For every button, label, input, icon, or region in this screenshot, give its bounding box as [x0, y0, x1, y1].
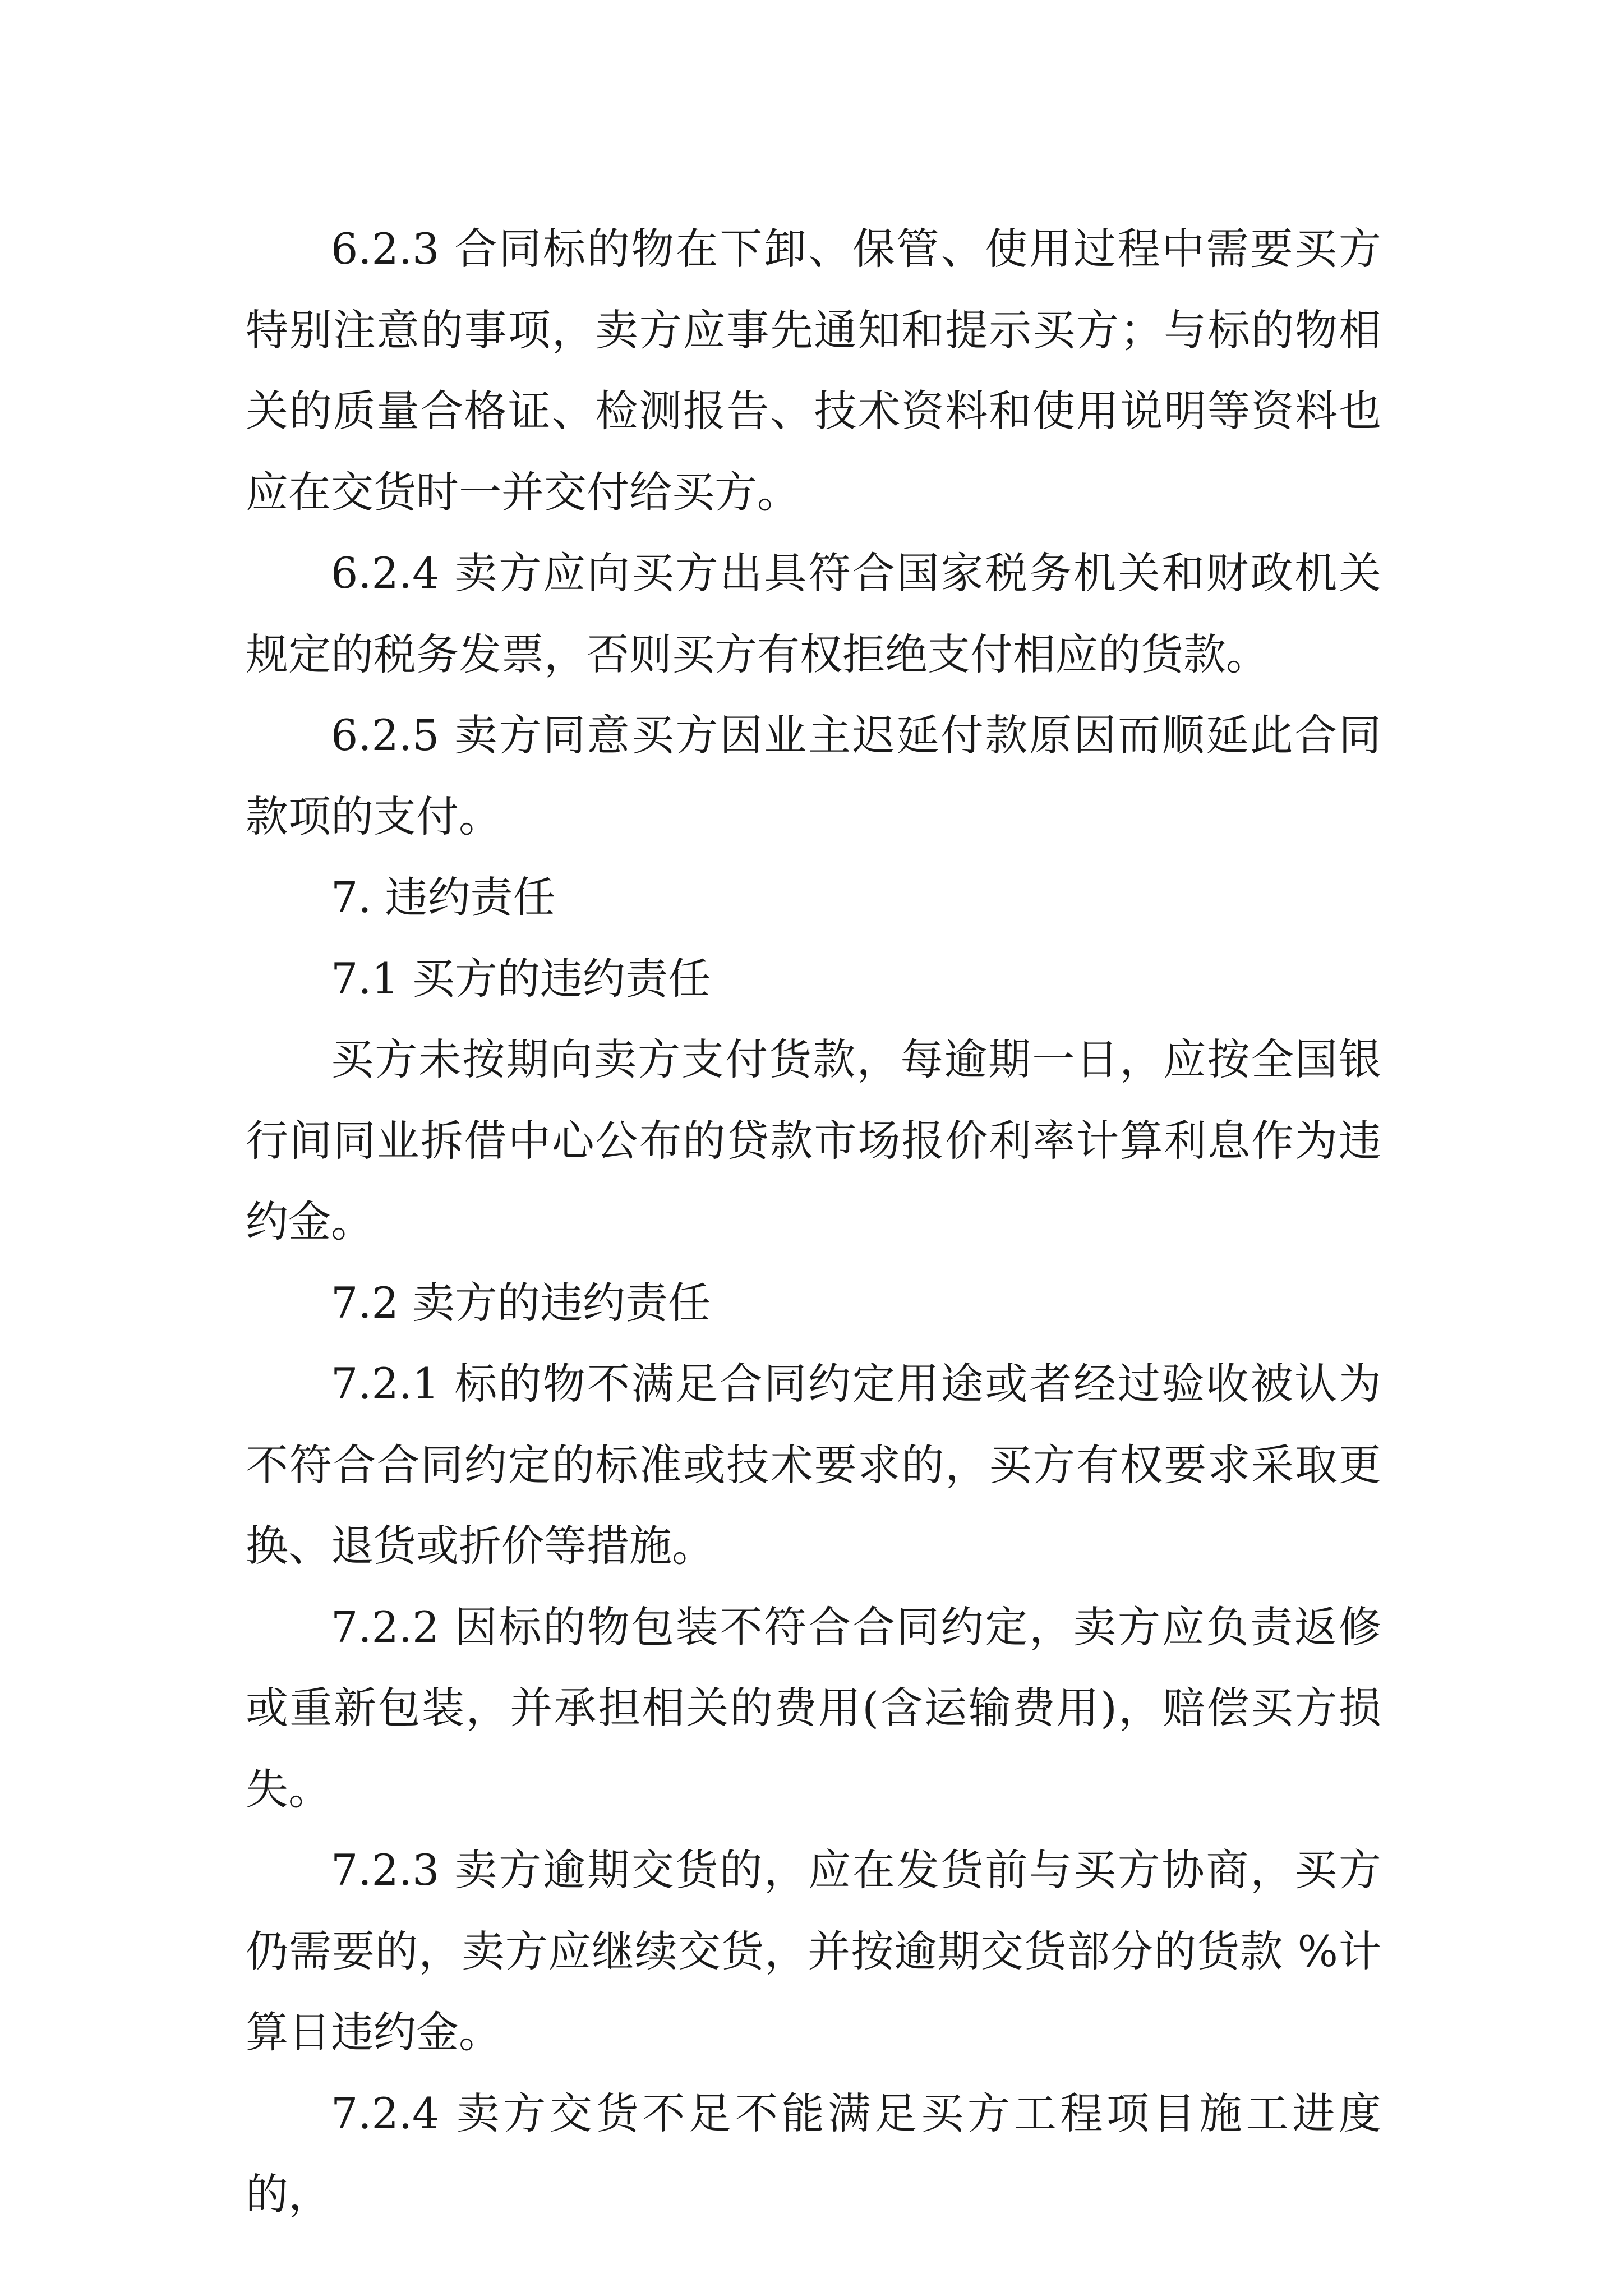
paragraph-7-2-4: 7.2.4 卖方交货不足不能满足买方工程项目施工进度的，	[246, 2088, 1381, 2219]
paragraph-7-2-2: 7.2.2 因标的物包装不符合合同约定，卖方应负责返修或重新包装，并承担相关的费用(含运输费用)，赔偿买方损失。	[246, 1602, 1381, 1814]
subsection-heading-7-1: 7.1 买方的违约责任	[331, 953, 711, 1004]
document-body	[246, 209, 1381, 2235]
paragraph-7-1-body: 买方未按期向卖方支付货款，每逾期一日，应按全国银行间同业拆借中心公布的贷款市场报价利率计算利息作为违约金。	[246, 1034, 1381, 1246]
subsection-heading-7-2: 7.2 卖方的违约责任	[331, 1277, 711, 1328]
paragraph-6-2-5: 6.2.5 卖方同意买方因业主迟延付款原因而顺延此合同款项的支付。	[246, 710, 1381, 841]
paragraph-7-2-1: 7.2.1 标的物不满足合同约定用途或者经过验收被认为不符合合同约定的标准或技术要求的，买方有权要求采取更换、退货或折价等措施。	[246, 1359, 1381, 1571]
paragraph-6-2-4: 6.2.4 卖方应向买方出具符合国家税务机关和财政机关规定的税务发票，否则买方有权拒绝支付相应的货款。	[246, 548, 1381, 679]
paragraph-6-2-3: 6.2.3 合同标的物在下卸、保管、使用过程中需要买方特别注意的事项，卖方应事先通知和提示买方；与标的物相关的质量合格证、检测报告、技术资料和使用说明等资料也应在交货时一并交付给买方。	[246, 224, 1381, 517]
paragraph-7-2-3: 7.2.3 卖方逾期交货的，应在发货前与买方协商，买方仍需要的，卖方应继续交货，并按逾期交货部分的货款 %计算日违约金。	[246, 1845, 1381, 2057]
section-heading-7: 7. 违约责任	[331, 872, 556, 922]
